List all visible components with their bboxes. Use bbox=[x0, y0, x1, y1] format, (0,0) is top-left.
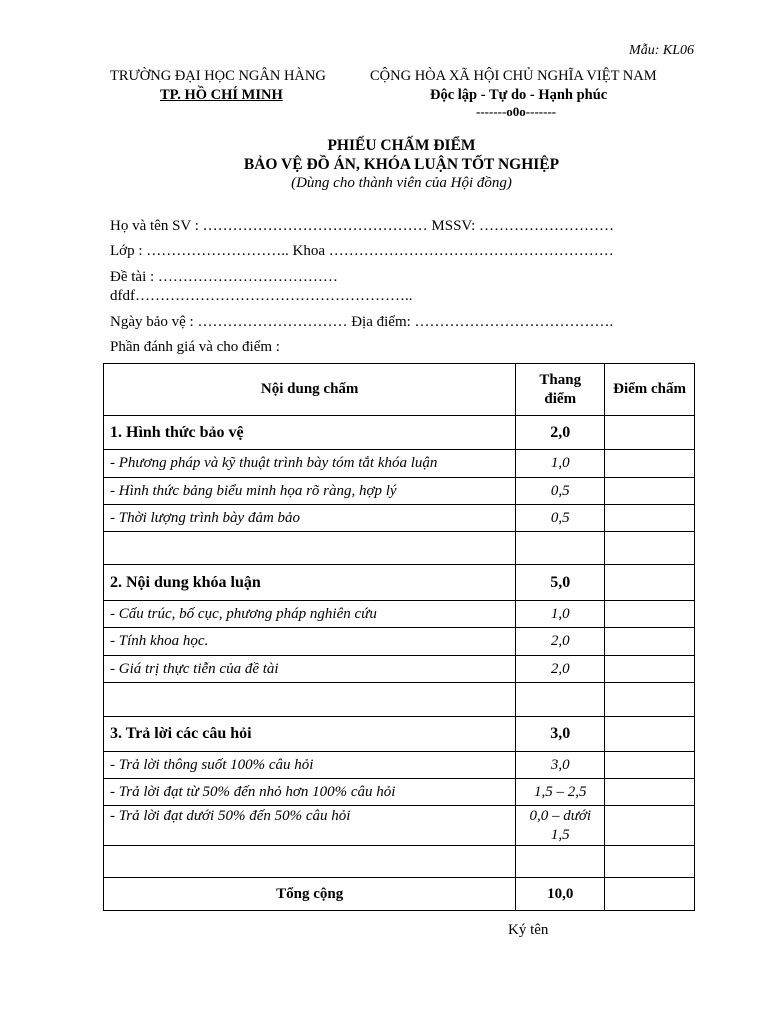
section-max: 2,0 bbox=[516, 416, 605, 450]
form-code: Mẫu: KL06 bbox=[629, 43, 694, 58]
score-cell[interactable] bbox=[605, 846, 695, 878]
topic-field-continued: dfdf……………………………………………….. bbox=[110, 288, 413, 304]
criterion-label: - Giá trị thực tiễn của đề tài bbox=[104, 656, 516, 683]
defense-date-place-field: Ngày bảo vệ : ………………………… Địa điểm: …………………………………. bbox=[110, 314, 614, 330]
table-row bbox=[104, 601, 695, 628]
score-cell[interactable] bbox=[605, 450, 695, 478]
header-score: Điểm chấm bbox=[605, 364, 695, 416]
table-row bbox=[104, 656, 695, 683]
table-header-row bbox=[104, 364, 695, 416]
criterion-max: 0,0 – dưới 1,5 bbox=[516, 806, 605, 846]
university-name: TRƯỜNG ĐẠI HỌC NGÂN HÀNG bbox=[110, 68, 326, 84]
criterion-label: - Tính khoa học. bbox=[104, 628, 516, 656]
criterion-label: - Thời lượng trình bày đảm bảo bbox=[104, 505, 516, 532]
form-note: (Dùng cho thành viên của Hội đồng) bbox=[291, 175, 512, 191]
student-name-field: Họ và tên SV : ……………………………………… MSSV: ……………………… bbox=[110, 218, 615, 234]
criterion-label: - Trả lời đạt từ 50% đến nhỏ hơn 100% câu hỏi bbox=[104, 779, 516, 806]
empty-row bbox=[104, 683, 695, 717]
score-cell[interactable] bbox=[605, 478, 695, 505]
total-score-cell[interactable] bbox=[605, 878, 695, 911]
empty-row bbox=[104, 846, 695, 878]
national-motto: Độc lập - Tự do - Hạnh phúc bbox=[430, 87, 608, 103]
table-row bbox=[104, 628, 695, 656]
table-row bbox=[104, 806, 695, 846]
criterion-max: 0,5 bbox=[516, 505, 605, 532]
section-title: 1. Hình thức bảo vệ bbox=[104, 416, 516, 450]
criterion-label: - Trả lời đạt dưới 50% đến 50% câu hỏi bbox=[104, 806, 516, 846]
header-max-score: Thang điểm bbox=[516, 364, 605, 416]
form-subtitle: BẢO VỆ ĐỒ ÁN, KHÓA LUẬN TỐT NGHIỆP bbox=[243, 156, 560, 173]
header-divider: -------o0o------- bbox=[476, 104, 557, 119]
evaluation-label: Phần đánh giá và cho điểm : bbox=[110, 339, 280, 355]
criterion-max: 2,0 bbox=[516, 628, 605, 656]
score-cell[interactable] bbox=[605, 806, 695, 846]
scoring-table bbox=[103, 363, 695, 911]
score-cell[interactable] bbox=[605, 505, 695, 532]
criterion-max: 1,0 bbox=[516, 601, 605, 628]
total-row bbox=[104, 878, 695, 911]
score-cell[interactable] bbox=[605, 717, 695, 752]
criterion-max: 1,0 bbox=[516, 450, 605, 478]
section-row bbox=[104, 717, 695, 752]
section-max: 3,0 bbox=[516, 717, 605, 752]
table-row bbox=[104, 752, 695, 779]
table-row bbox=[104, 779, 695, 806]
section-row bbox=[104, 565, 695, 601]
score-cell[interactable] bbox=[605, 601, 695, 628]
criterion-max: 0,5 bbox=[516, 478, 605, 505]
total-label: Tổng cộng bbox=[104, 878, 516, 911]
section-title: 3. Trả lời các câu hỏi bbox=[104, 717, 516, 752]
score-cell[interactable] bbox=[605, 779, 695, 806]
criterion-max: 3,0 bbox=[516, 752, 605, 779]
table-row bbox=[104, 478, 695, 505]
score-cell[interactable] bbox=[605, 565, 695, 601]
score-cell[interactable] bbox=[605, 683, 695, 717]
criterion-max: 1,5 – 2,5 bbox=[516, 779, 605, 806]
topic-field: Đề tài : ……………………………… bbox=[110, 269, 338, 285]
signature-label: Ký tên bbox=[508, 922, 549, 938]
empty-row bbox=[104, 532, 695, 565]
form-title: PHIẾU CHẤM ĐIỂM bbox=[327, 137, 476, 154]
score-cell[interactable] bbox=[605, 752, 695, 779]
criterion-max: 2,0 bbox=[516, 656, 605, 683]
header-content: Nội dung chấm bbox=[104, 364, 516, 416]
score-cell[interactable] bbox=[605, 628, 695, 656]
score-cell[interactable] bbox=[605, 656, 695, 683]
criterion-label: - Hình thức bảng biểu minh họa rõ ràng, hợp lý bbox=[104, 478, 516, 505]
table-row bbox=[104, 450, 695, 478]
university-city: TP. HỒ CHÍ MINH bbox=[160, 87, 283, 103]
national-title: CỘNG HÒA XÃ HỘI CHỦ NGHĨA VIỆT NAM bbox=[370, 68, 657, 84]
criterion-label: - Phương pháp và kỹ thuật trình bày tóm tắt khóa luận bbox=[104, 450, 516, 478]
section-title: 2. Nội dung khóa luận bbox=[104, 565, 516, 601]
score-cell[interactable] bbox=[605, 416, 695, 450]
criterion-label: - Cấu trúc, bố cục, phương pháp nghiên cứu bbox=[104, 601, 516, 628]
section-max: 5,0 bbox=[516, 565, 605, 601]
class-faculty-field: Lớp : ……………………….. Khoa ………………………………………………… bbox=[110, 243, 614, 259]
criterion-label: - Trả lời thông suốt 100% câu hỏi bbox=[104, 752, 516, 779]
section-row bbox=[104, 416, 695, 450]
table-row bbox=[104, 505, 695, 532]
score-cell[interactable] bbox=[605, 532, 695, 565]
total-max: 10,0 bbox=[516, 878, 605, 911]
